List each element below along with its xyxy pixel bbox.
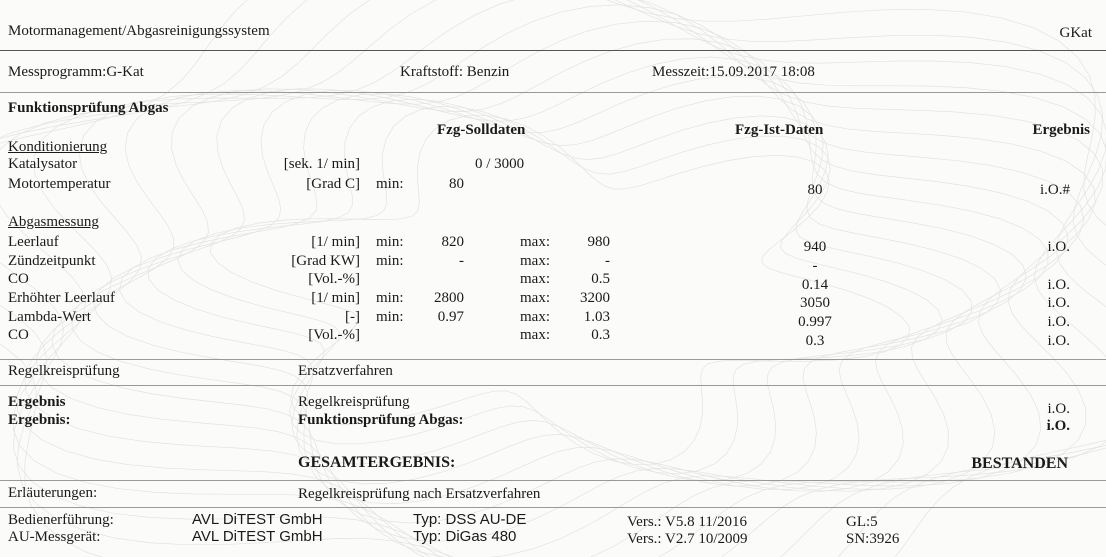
min-label: min: [376,290,404,306]
row-unit: [Vol.-%] [308,327,360,343]
device-extra: SN:3926 [846,531,900,547]
header-code: GKat [1059,25,1092,41]
row-actual: 0.14 [801,277,829,293]
row-min: - [459,253,464,269]
result-text-1: Regelkreisprüfung [298,394,410,410]
device-type: Typ: DSS AU-DE [413,511,527,528]
row-actual: 3050 [800,295,830,311]
row-name: Leerlauf [8,234,59,250]
time-info: Messzeit:15.09.2017 18:08 [652,64,815,80]
row-actual: 0.3 [805,333,825,349]
max-label: max: [520,290,550,306]
program-info: Messprogramm:G-Kat [8,64,144,80]
device-type: Typ: DiGas 480 [413,528,517,545]
min-label: min: [376,253,404,269]
min-label: min: [376,234,404,250]
result-label-1: Ergebnis [8,394,66,410]
device-label: AU-Messgerät: [8,529,101,545]
row-unit: [-] [345,309,360,325]
emission-title: Abgasmessung [8,214,99,230]
notes-label: Erläuterungen: [8,485,98,501]
notes-text: Regelkreisprüfung nach Ersatzverfahren [298,486,541,502]
row-result: i.O. [1047,314,1070,330]
divider [0,385,1106,386]
divider [0,507,1106,508]
row-max: 0.5 [591,271,610,287]
row-max: 1.03 [583,309,610,325]
column-ist: Fzg-Ist-Daten [735,122,824,138]
row-result: i.O. [1047,277,1070,293]
device-maker: AVL DiTEST GmbH [192,528,323,545]
row-name: CO [8,271,29,287]
loop-label: Regelkreisprüfung [8,363,120,379]
row-min: 2800 [434,290,464,306]
max-label: max: [520,327,550,343]
min-label: min: [376,176,404,192]
row-unit: [1/ min] [311,234,360,250]
divider [0,480,1106,481]
device-extra: GL:5 [846,514,878,530]
result-label-2: Ergebnis: [8,412,71,428]
row-min: 80 [449,176,464,192]
device-version: Vers.: V5.8 11/2016 [627,514,747,530]
divider [0,50,1106,51]
row-actual: 0.997 [798,314,832,330]
row-result: i.O. [1047,239,1070,255]
device-version: Vers.: V2.7 10/2009 [627,531,748,547]
row-actual: - [812,258,818,274]
max-label: max: [520,309,550,325]
row-unit: [Grad C] [306,176,360,192]
row-combined: 0 / 3000 [475,156,525,172]
section-title: Funktionsprüfung Abgas [8,100,169,116]
row-min: 0.97 [437,309,464,325]
row-result: i.O.# [1040,182,1070,198]
max-label: max: [520,234,550,250]
divider [0,92,1106,93]
row-result: i.O. [1047,333,1070,349]
row-name: Motortemperatur [8,176,111,192]
total-label: GESAMTERGEBNIS: [298,454,456,471]
row-name: Lambda-Wert [8,309,91,325]
conditioning-title: Konditionierung [8,139,108,155]
result-value-2: i.O. [1046,418,1070,434]
row-unit: [sek. 1/ min] [283,156,360,172]
row-name: CO [8,327,29,343]
row-name: Zündzeitpunkt [8,253,96,269]
row-min: 820 [441,234,464,250]
device-maker: AVL DiTEST GmbH [192,511,323,528]
total-value: BESTANDEN [971,455,1068,472]
device-label: Bedienerführung: [8,512,114,528]
row-max: 3200 [580,290,610,306]
max-label: max: [520,253,550,269]
row-unit: [Grad KW] [291,253,360,269]
column-result: Ergebnis [1032,122,1090,138]
row-name: Erhöhter Leerlauf [8,290,116,306]
row-max: 0.3 [591,327,610,343]
column-soll: Fzg-Solldaten [437,122,526,138]
row-max: 980 [587,234,610,250]
row-unit: [1/ min] [311,290,360,306]
header-title: Motormanagement/Abgasreinigungssystem [8,23,270,39]
row-result: i.O. [1047,295,1070,311]
fuel-info: Kraftstoff: Benzin [400,64,510,80]
row-actual: 80 [807,182,823,198]
result-value-1: i.O. [1047,401,1070,417]
max-label: max: [520,271,550,287]
divider [0,359,1106,360]
row-name: Katalysator [8,156,78,172]
row-max: - [605,253,610,269]
min-label: min: [376,309,404,325]
loop-value: Ersatzverfahren [298,363,393,379]
result-text-2: Funktionsprüfung Abgas: [298,412,464,428]
row-unit: [Vol.-%] [308,271,360,287]
row-actual: 940 [803,239,827,255]
